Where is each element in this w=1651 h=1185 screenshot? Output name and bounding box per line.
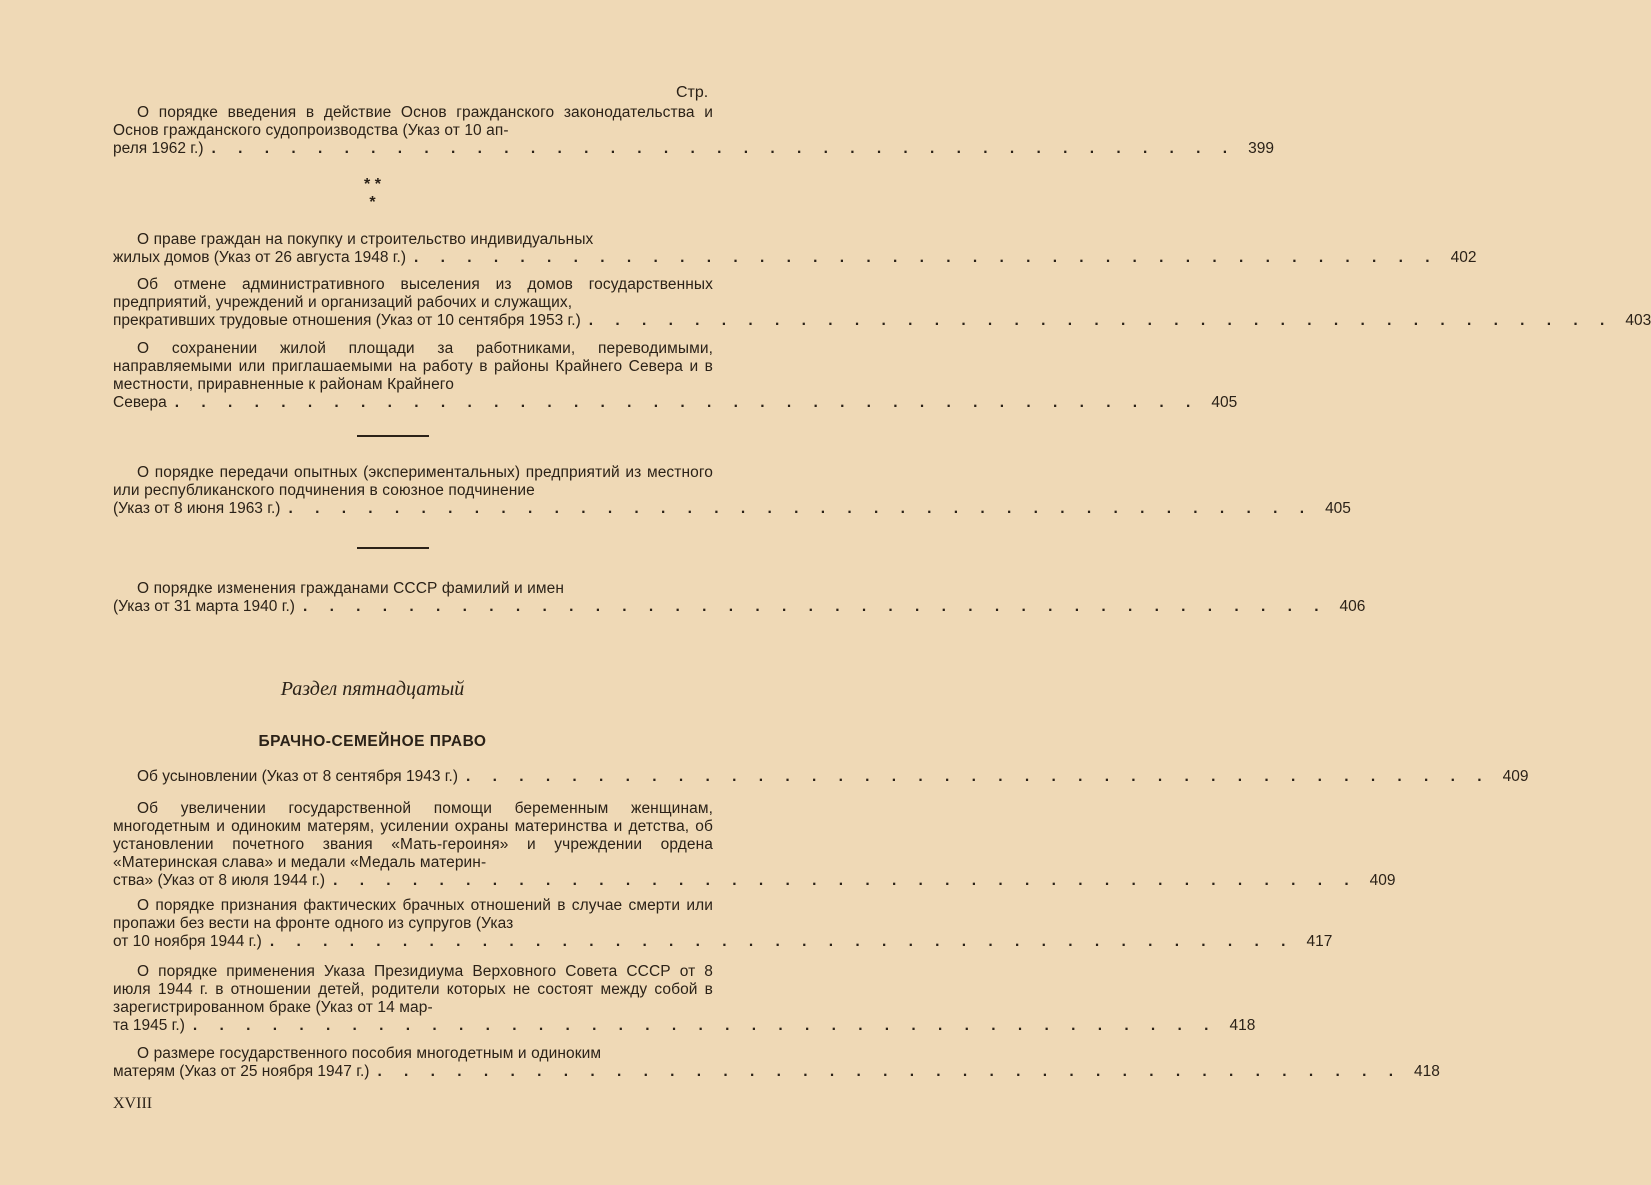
entry-text-last: (Указ от 8 июня 1963 г.)	[113, 500, 281, 517]
entry-text: О сохранении жилой площади за работниками, переводимыми, направляемыми или приглашаемыми на работу в районы Крайнего Севера и в местности, приравненные к районам Крайнего	[113, 340, 713, 393]
footer-page-number: XVIII	[113, 1095, 153, 1112]
leader-dots: . . . . . . . . . . . . . . . . . . . . . . . . . . . . . . . . . . . . . . .	[192, 1017, 1218, 1034]
entry-page: 399	[1248, 140, 1274, 157]
section-title: Раздел пятнадцатый	[280, 678, 465, 700]
entry-text: Об увеличении государственной помощи беременным женщинам, многодетным и одиноким матерям, усилении охраны материнства и детства, об установлении почетного звания «Мать-героиня» и учреждении ордена «Материнская слава» и медали «Медаль материн-	[113, 800, 713, 871]
entry-text: О порядке признания фактических брачных отношений в случае смерти или пропажи без вести на фронте одного из супругов (Указ	[113, 897, 713, 932]
section-divider	[357, 547, 429, 549]
asterism-top: * *	[364, 176, 381, 193]
toc-entry	[113, 1045, 1440, 1081]
entry-page: 405	[1211, 394, 1238, 411]
toc-entry	[113, 104, 1274, 158]
leader-dots: . . . . . . . . . . . . . . . . . . . . . . . . . . . . . . . . . . . . . . .	[302, 598, 1328, 615]
entry-page: 402	[1450, 249, 1477, 266]
entry-text: О праве граждан на покупку и строительство индивидуальных	[137, 231, 594, 248]
leader-dots: . . . . . . . . . . . . . . . . . . . . . . . . . . . . . . . . . . . . . . .	[269, 933, 1295, 950]
toc-entry	[113, 340, 1238, 412]
entry-page: 418	[1229, 1017, 1256, 1034]
entry-text-last: прекративших трудовые отношения (Указ от 10 сентября 1953 г.)	[113, 312, 581, 329]
entry-text-last: ства» (Указ от 8 июля 1944 г.)	[113, 872, 326, 889]
toc-entry	[113, 276, 1651, 330]
entry-page: 403	[1625, 312, 1651, 329]
leader-dots: . . . . . . . . . . . . . . . . . . . . . . . . . . . . . . . . . . . . . . .	[377, 1063, 1403, 1080]
leader-dots: . . . . . . . . . . . . . . . . . . . . . . . . . . . . . . . . . . . . . . .	[588, 312, 1614, 329]
entry-page: 405	[1325, 500, 1351, 517]
leader-dots: . . . . . . . . . . . . . . . . . . . . . . . . . . . . . . . . . . . . . . .	[333, 872, 1358, 889]
entry-text-last: реля 1962 г.)	[113, 140, 204, 157]
entry-text: Об отмене административного выселения из домов государственных предприятий, учреждений и организаций рабочих и служащих,	[113, 276, 713, 311]
toc-entry	[113, 464, 1351, 518]
entry-text: О порядке изменения гражданами СССР фамилий и имен	[137, 580, 565, 597]
page-column-label: Стр.	[676, 84, 709, 101]
entry-text-last: от 10 ноября 1944 г.)	[113, 933, 262, 950]
asterism-bottom: *	[369, 194, 376, 211]
toc-entry	[113, 231, 1477, 267]
entry-page: 409	[1502, 768, 1529, 785]
entry-text-last: Севера	[113, 394, 167, 411]
entry-text-last: жилых домов (Указ от 26 августа 1948 г.)	[113, 249, 406, 266]
toc-entry	[113, 580, 1366, 616]
toc-entry	[113, 963, 1256, 1035]
entry-text: О порядке введения в действие Основ гражданского законодательства и Основ гражданского судопроизводства (Указ от 10 ап-	[113, 104, 713, 139]
entry-text-last: матерям (Указ от 25 ноября 1947 г.)	[113, 1063, 370, 1080]
section-divider	[357, 435, 429, 437]
entry-text: О порядке передачи опытных (экспериментальных) предприятий из местного или республиканского подчинения в союзное подчинение	[113, 464, 713, 499]
leader-dots: . . . . . . . . . . . . . . . . . . . . . . . . . . . . . . . . . . . . . . .	[413, 249, 1439, 266]
section-subtitle: БРАЧНО-СЕМЕЙНОЕ ПРАВО	[258, 733, 487, 750]
entry-text-last: Об усыновлении (Указ от 8 сентября 1943 г.)	[137, 768, 458, 785]
entry-page: 406	[1339, 598, 1366, 615]
leader-dots: . . . . . . . . . . . . . . . . . . . . . . . . . . . . . . . . . . . . . . .	[465, 768, 1491, 785]
entry-text: О порядке применения Указа Президиума Верховного Совета СССР от 8 июля 1944 г. в отношении детей, родители которых не состоят между собой в зарегистрированном браке (Указ от 14 мар-	[113, 963, 713, 1016]
leader-dots: . . . . . . . . . . . . . . . . . . . . . . . . . . . . . . . . . . . . . . .	[211, 140, 1237, 157]
toc-entry	[137, 768, 1529, 786]
entry-page: 418	[1414, 1063, 1440, 1080]
entry-page: 409	[1369, 872, 1396, 889]
entry-text-last: та 1945 г.)	[113, 1017, 185, 1034]
leader-dots: . . . . . . . . . . . . . . . . . . . . . . . . . . . . . . . . . . . . . . .	[174, 394, 1200, 411]
entry-text: О размере государственного пособия многодетным и одиноким	[137, 1045, 602, 1062]
entry-page: 417	[1306, 933, 1333, 950]
leader-dots: . . . . . . . . . . . . . . . . . . . . . . . . . . . . . . . . . . . . . . .	[288, 500, 1314, 517]
toc-entry	[113, 800, 1396, 890]
toc-entry	[113, 897, 1333, 951]
entry-text-last: (Указ от 31 марта 1940 г.)	[113, 598, 295, 615]
